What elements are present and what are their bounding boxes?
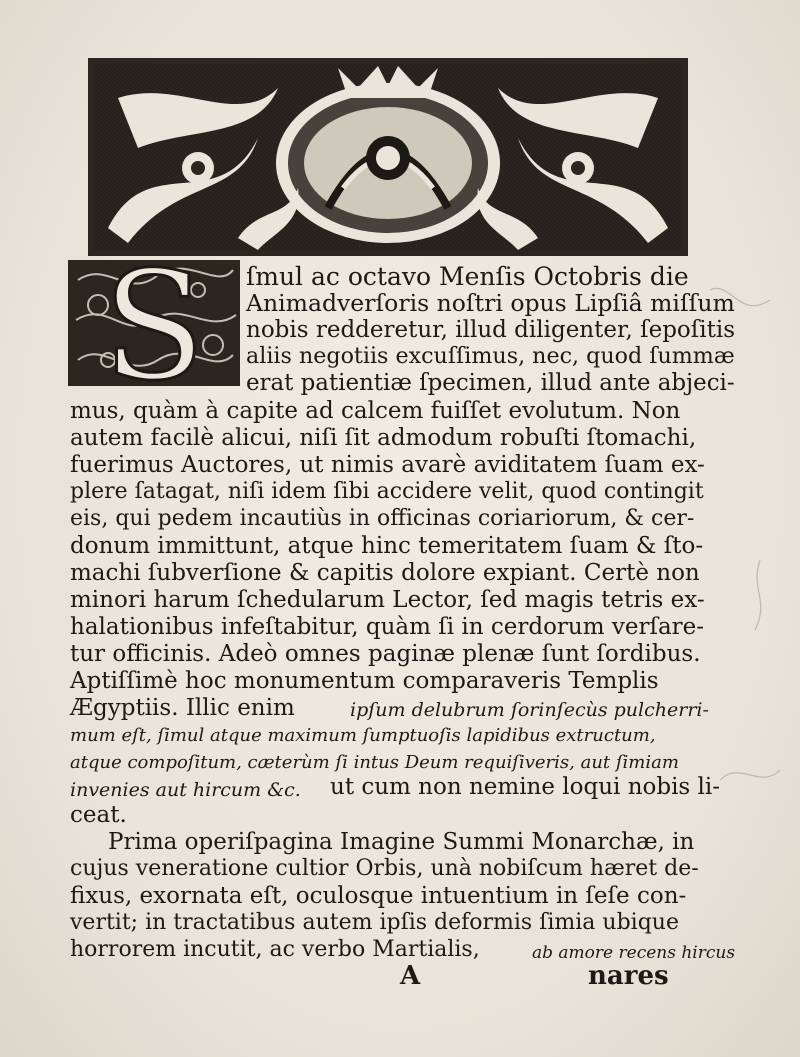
text-line-italic: ab amore recens hircus bbox=[532, 943, 736, 963]
text-line: fixus, exornata eſt, oculosque intuentium in ſeſe con- bbox=[70, 883, 687, 909]
text-line: Ægyptiis. Illic enim bbox=[70, 695, 295, 721]
text-line: nobis redderetur, illud diligenter, ſepoſitis bbox=[246, 317, 736, 343]
initial-letter: S bbox=[102, 260, 206, 386]
text-line-italic: invenies aut hircum &c. bbox=[70, 779, 301, 801]
text-line: machi ſubverſione & capitis dolore expiant. Certè non bbox=[70, 560, 700, 586]
text-line: aliis negotiis excuſſimus, nec, quod ſummæ bbox=[246, 343, 735, 369]
text-line: minori harum ſchedularum Lector, ſed magis tetris ex- bbox=[70, 587, 705, 613]
text-line-italic: mum eſt, ſimul atque maximum ſumptuoſis lapidibus extructum, bbox=[70, 725, 656, 746]
text-line: plere ſatagat, niſi idem ſibi accidere velit, quod contingit bbox=[70, 479, 704, 504]
text-line: Prima operiſpagina Imagine Summi Monarchæ, in bbox=[108, 829, 695, 855]
text-line: erat patientiæ ſpecimen, illud ante abjeci- bbox=[246, 370, 735, 396]
text-line: Aptiſſimè hoc monumentum comparaveris Templis bbox=[70, 668, 659, 694]
text-line: ut cum non nemine loqui nobis li- bbox=[330, 774, 721, 800]
text-line-italic: ipſum delubrum ſorinſecùs pulcherri- bbox=[350, 699, 709, 721]
text-line: horrorem incutit, ac verbo Martialis, bbox=[70, 937, 480, 962]
text-line: Animadverſoris noſtri opus Lipſiâ miſſum bbox=[246, 289, 735, 317]
signature-mark: A bbox=[400, 961, 421, 991]
text-line: autem facilè alicui, niſi ſit admodum robuſti ſtomachi, bbox=[70, 425, 697, 451]
text-line: donum immittunt, atque hinc temeritatem ſuam & ſto- bbox=[70, 533, 704, 559]
text-line: halationibus infeſtabitur, quàm ſi in cerdorum verſare- bbox=[70, 614, 705, 640]
text-line: ſmul ac octavo Menſis Octobris die bbox=[246, 262, 689, 291]
text-line: mus, quàm à capite ad calcem fuiſſet evolutum. Non bbox=[70, 398, 681, 424]
text-line: fuerimus Auctores, ut nimis avarè aviditatem ſuam ex- bbox=[70, 452, 705, 478]
text-line: tur officinis. Adeò omnes paginæ plenæ ſunt ſordibus. bbox=[70, 641, 701, 667]
text-line-italic: atque compoſitum, cæterùm ſi intus Deum requiſiveris, aut ſimiam bbox=[70, 752, 679, 773]
text-line: cujus veneratione cultior Orbis, unà nobiſcum hæret de- bbox=[70, 856, 699, 881]
text-line: vertit; in tractatibus autem ipſis deformis ſimia ubique bbox=[70, 910, 679, 935]
text-line: ceat. bbox=[70, 802, 127, 828]
catchword: nares bbox=[588, 961, 669, 991]
text-line: eis, qui pedem incautiùs in officinas coriariorum, & cer- bbox=[70, 506, 695, 531]
